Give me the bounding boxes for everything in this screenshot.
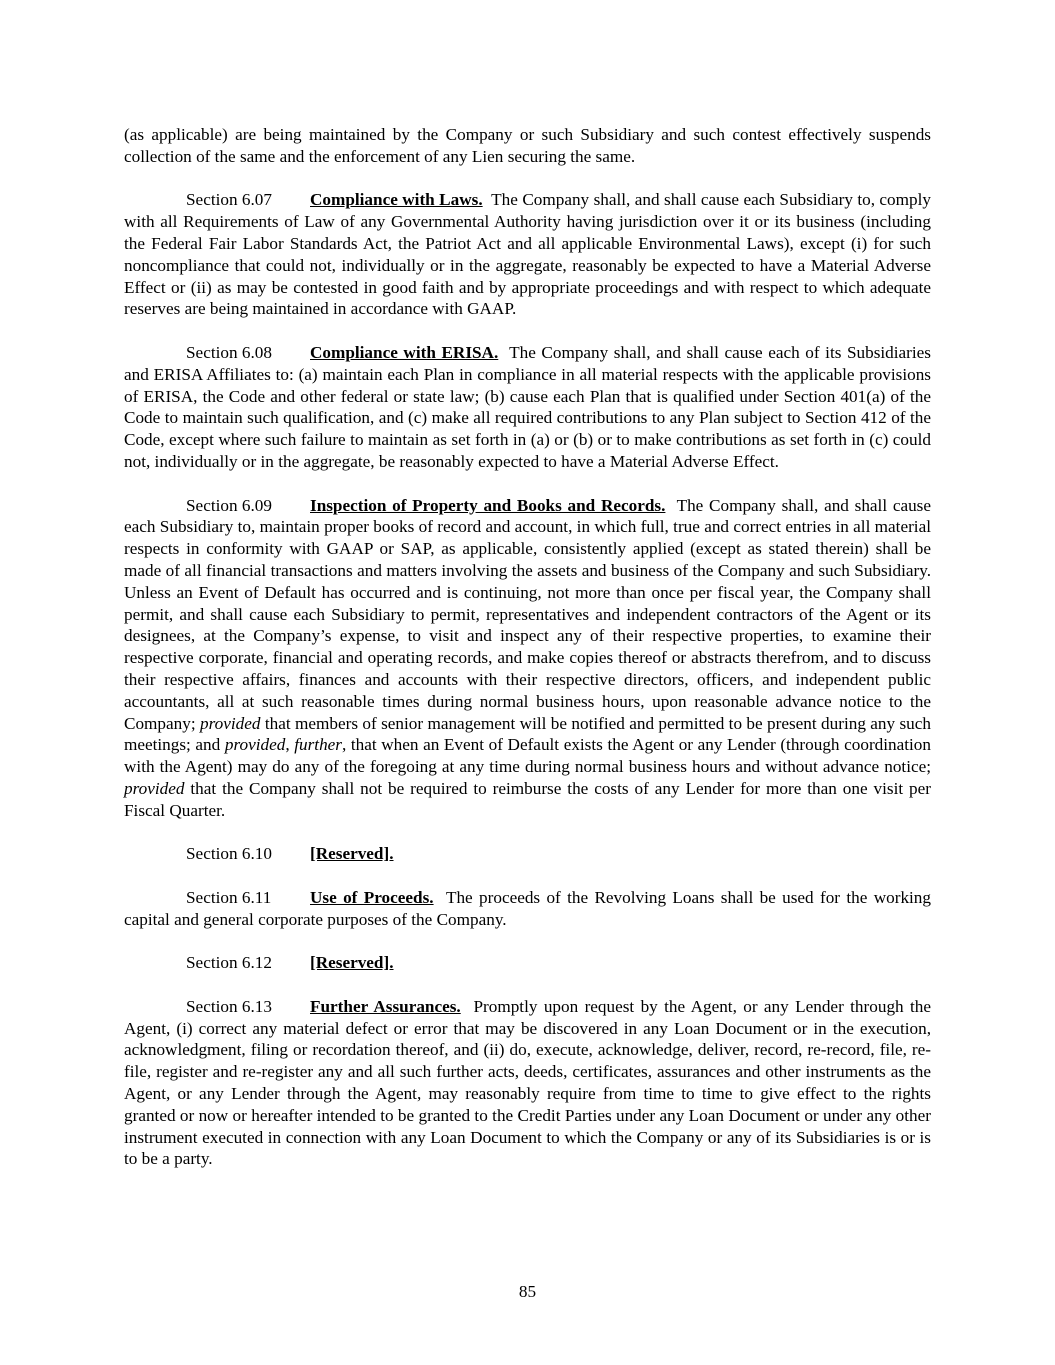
section-6-13 xyxy=(124,996,931,1170)
section-6-11 xyxy=(124,887,931,931)
section-heading: Compliance with Laws. xyxy=(310,190,483,210)
italic-term: provided xyxy=(224,735,286,755)
section-body: that members of senior management will be notified and permitted to be present during any such meetings; and xyxy=(124,713,931,755)
section-number: Section 6.07 xyxy=(186,190,272,210)
section-6-12 xyxy=(124,952,931,974)
section-6-10 xyxy=(124,843,931,865)
italic-term: provided xyxy=(124,778,185,798)
section-6-07 xyxy=(124,189,931,320)
section-number: Section 6.13 xyxy=(186,996,272,1016)
section-body: The Company shall, and shall cause each of its Subsidiaries and ERISA Affiliates to: (a) maintain each Plan in compliance in all material respects with the applicable provisions of ERISA, the Code and other federal or state law; (b) cause each Plan that is qualified under Section 401(a) of the Code to maintain such qualification, and (c) make all required contributions to any Plan subject to Section 412 of the Code, except where such failure to maintain as set forth in (a) or (b) or to make contributions as set forth in (c) could not, individually or in the aggregate, be reasonably expected to have a Material Adverse Effect. xyxy=(124,342,931,471)
document-page xyxy=(124,124,931,1192)
section-heading: Compliance with ERISA. xyxy=(310,342,499,362)
section-number: Section 6.11 xyxy=(186,887,272,907)
section-body: The Company shall, and shall cause each Subsidiary to, maintain proper books of record and account, in which full, true and correct entries in all material respects in conformity with GAAP or SAP, as applicable, consistently applied (except as stated therein) shall be made of all financial transactions and matters involving the assets and business of the Company and such Subsidiary. Unless an Event of Default has occurred and is continuing, not more than once per fiscal year, the Company shall permit, and shall cause each Subsidiary to permit, representatives and independent contractors of the Agent or its designees, at the Company’s expense, to visit and inspect any of their respective properties, to examine their respective corporate, financial and operating records, and make copies thereof or abstracts therefrom, and to discuss their respective affairs, finances and accounts with their respective directors, officers, and independent public accountants, all at such reasonable times during normal business hours, upon reasonable advance notice to the Company; xyxy=(124,495,931,733)
section-6-09 xyxy=(124,495,931,822)
section-heading: [Reserved]. xyxy=(310,844,394,864)
section-body: The proceeds of the Revolving Loans shall be used for the working capital and general corporate purposes of the Company. xyxy=(124,887,931,929)
section-body: that the Company shall not be required to reimburse the costs of any Lender for more than one visit per Fiscal Quarter. xyxy=(124,778,931,820)
italic-term: provided xyxy=(200,713,261,733)
section-heading: Inspection of Property and Books and Records. xyxy=(310,495,666,515)
section-body: Promptly upon request by the Agent, or any Lender through the Agent, (i) correct any material defect or error that may be discovered in any Loan Document or in the execution, acknowledgment, filing or recordation thereof, and (ii) do, execute, acknowledge, deliver, record, re-record, file, re-file, register and re-register any and all such further acts, deeds, certificates, assurances and other instruments as the Agent, or any Lender through the Agent, may reasonably require from time to time to give effect to the rights granted or now or hereafter intended to be granted to the Credit Parties under any Loan Document or under any other instrument executed in connection with any Loan Document to which the Company or any of its Subsidiaries is or is to be a party. xyxy=(124,996,931,1169)
section-6-08 xyxy=(124,342,931,473)
section-number: Section 6.10 xyxy=(186,844,272,864)
continuation-paragraph: (as applicable) are being maintained by the Company or such Subsidiary and such contest effectively suspends collection of the same and the enforcement of any Lien securing the same. xyxy=(124,125,931,166)
section-heading: Further Assurances. xyxy=(310,996,461,1016)
section-heading: Use of Proceeds. xyxy=(310,887,434,907)
section-body: , xyxy=(285,735,295,755)
italic-term: further xyxy=(294,735,342,755)
section-heading: [Reserved]. xyxy=(310,953,394,973)
section-number: Section 6.12 xyxy=(186,953,272,973)
section-number: Section 6.09 xyxy=(186,495,272,515)
section-body: The Company shall, and shall cause each Subsidiary to, comply with all Requirements of Law of any Governmental Authority having jurisdiction over it or its business (including the Federal Fair Labor Standards Act, the Patriot Act and all applicable Environmental Laws), except (i) for such noncompliance that could not, individually or in the aggregate, reasonably be expected to have a Material Adverse Effect or (ii) as may be contested in good faith and by appropriate proceedings and with respect to which adequate reserves are being maintained in accordance with GAAP. xyxy=(124,190,931,319)
page-number: 85 xyxy=(518,1282,537,1301)
section-body: , that when an Event of Default exists the Agent or any Lender (through coordination with the Agent) may do any of the foregoing at any time during normal business hours and without advance notice; xyxy=(124,735,931,777)
section-number: Section 6.08 xyxy=(186,342,272,362)
